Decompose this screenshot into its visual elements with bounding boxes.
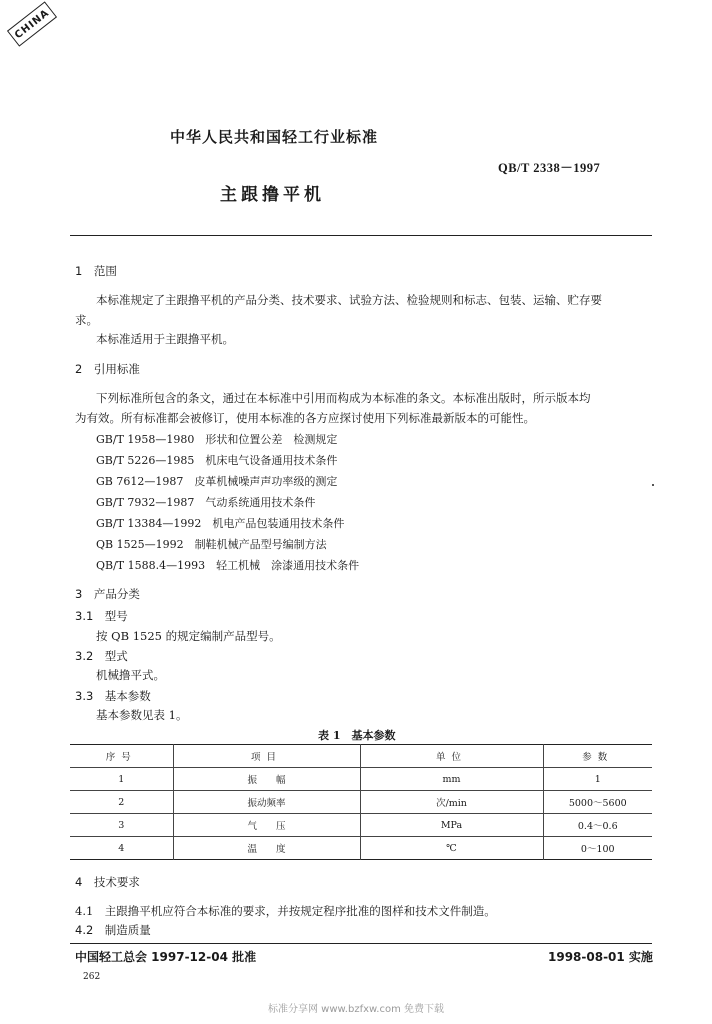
header-divider <box>70 235 652 236</box>
table-cell: 温 度 <box>173 837 360 860</box>
table-row <box>70 791 652 814</box>
table-cell: 2 <box>70 791 173 814</box>
reference-standard: GB/T 7932—1987 气动系统通用技术条件 <box>96 496 316 509</box>
table-cell: ℃ <box>360 837 543 860</box>
table-cell: mm <box>360 768 543 791</box>
table-cell: 1 <box>543 768 652 791</box>
section-4-1-text: 4.1 主跟撸平机应符合本标准的要求，并按规定程序批准的图样和技术文件制造。 <box>75 904 496 918</box>
section-3-1-heading: 3.1 型号 <box>75 609 128 623</box>
section-1-heading: 1 范围 <box>75 264 117 278</box>
column-header: 序号 <box>70 745 173 768</box>
section-1-para-1b: 求。 <box>75 313 98 327</box>
document-title: 主跟撸平机 <box>220 185 325 205</box>
china-stamp: CHINA <box>7 1 57 46</box>
reference-standard: QB 1525—1992 制鞋机械产品型号编制方法 <box>96 538 327 551</box>
parameters-table <box>70 744 652 860</box>
section-3-1-text: 按 QB 1525 的规定编制产品型号。 <box>96 629 281 643</box>
approval-line: 中国轻工总会 1997-12-04 批准 <box>75 950 257 964</box>
section-1-para-2: 本标准适用于主跟撸平机。 <box>96 332 234 346</box>
standard-code: QB/T 2338－1997 <box>498 161 601 175</box>
section-3-3-heading: 3.3 基本参数 <box>75 689 151 703</box>
section-2-heading: 2 引用标准 <box>75 362 140 376</box>
section-3-3-text: 基本参数见表 1。 <box>96 708 188 722</box>
table-cell: 次/min <box>360 791 543 814</box>
section-2-para-1a: 下列标准所包含的条文，通过在本标准中引用而构成为本标准的条文。本标准出版时，所示版本均 <box>96 391 591 405</box>
table-cell: 1 <box>70 768 173 791</box>
watermark: 标准分享网 www.bzfxw.com 免费下载 <box>268 1004 444 1015</box>
table-cell: 气 压 <box>173 814 360 837</box>
section-3-2-text: 机械撸平式。 <box>96 668 165 682</box>
footer-divider <box>70 943 652 944</box>
column-header: 单位 <box>360 745 543 768</box>
section-4-2-heading: 4.2 制造质量 <box>75 923 151 937</box>
table-cell: 5000～5600 <box>543 791 652 814</box>
table-cell: 4 <box>70 837 173 860</box>
table-header-row <box>70 745 652 768</box>
column-header: 参数 <box>543 745 652 768</box>
table-caption: 表 1 基本参数 <box>318 729 396 742</box>
reference-standard: GB/T 1958—1980 形状和位置公差 检测规定 <box>96 433 338 446</box>
table-cell: 0～100 <box>543 837 652 860</box>
table-row <box>70 837 652 860</box>
column-header: 项目 <box>173 745 360 768</box>
section-2-para-1b: 为有效。所有标准都会被修订，使用本标准的各方应探讨使用下列标准最新版本的可能性。 <box>75 411 535 425</box>
table-cell: 0.4～0.6 <box>543 814 652 837</box>
reference-standard: GB/T 5226—1985 机床电气设备通用技术条件 <box>96 454 338 467</box>
table-cell: MPa <box>360 814 543 837</box>
reference-standard: GB 7612—1987 皮革机械噪声声功率级的测定 <box>96 475 338 488</box>
section-4-heading: 4 技术要求 <box>75 875 140 889</box>
scan-speck <box>652 484 654 486</box>
table-cell: 振动频率 <box>173 791 360 814</box>
table-row <box>70 814 652 837</box>
issuing-organization: 中华人民共和国轻工行业标准 <box>170 128 379 146</box>
effective-date: 1998-08-01 实施 <box>548 950 653 964</box>
reference-standard: QB/T 1588.4—1993 轻工机械 涂漆通用技术条件 <box>96 559 360 572</box>
table-cell: 3 <box>70 814 173 837</box>
section-3-heading: 3 产品分类 <box>75 587 140 601</box>
section-3-2-heading: 3.2 型式 <box>75 649 128 663</box>
table-cell: 振 幅 <box>173 768 360 791</box>
table-row <box>70 768 652 791</box>
section-1-para-1a: 本标准规定了主跟撸平机的产品分类、技术要求、试验方法、检验规则和标志、包装、运输、贮存要 <box>96 293 602 307</box>
reference-standard: GB/T 13384—1992 机电产品包装通用技术条件 <box>96 517 345 530</box>
page-number: 262 <box>83 972 101 982</box>
